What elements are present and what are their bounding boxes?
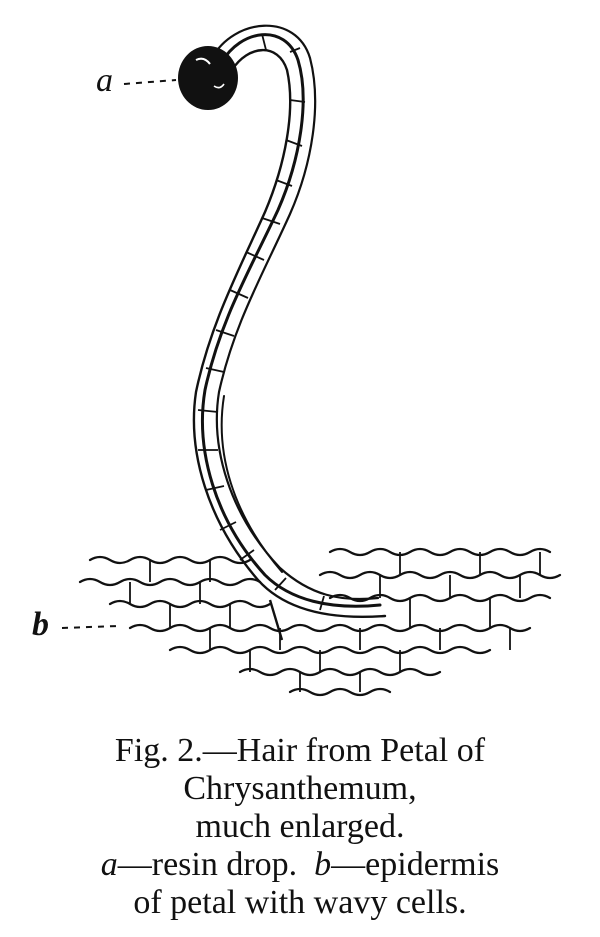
label-b: b	[32, 606, 49, 643]
leader-line-a	[124, 80, 176, 84]
key-b-letter: b	[314, 846, 332, 883]
figure-caption	[0, 732, 600, 922]
resin-drop	[178, 46, 238, 110]
key-a-text: —resin drop.	[117, 846, 298, 883]
caption-line-1: Fig. 2.—Hair from Petal of	[114, 732, 486, 769]
label-a: a	[96, 62, 113, 99]
hair-base-stroke	[270, 600, 282, 640]
key-a-letter: a	[100, 846, 118, 883]
key-b-text: —epidermis	[331, 846, 500, 883]
epidermis-cells	[80, 549, 560, 695]
leader-line-b	[62, 626, 118, 628]
caption-line-3: much enlarged.	[195, 808, 405, 845]
caption-line-2: Chrysanthemum,	[183, 770, 417, 807]
caption-line-4	[0, 846, 600, 884]
caption-line-5: of petal with wavy cells.	[133, 884, 467, 921]
